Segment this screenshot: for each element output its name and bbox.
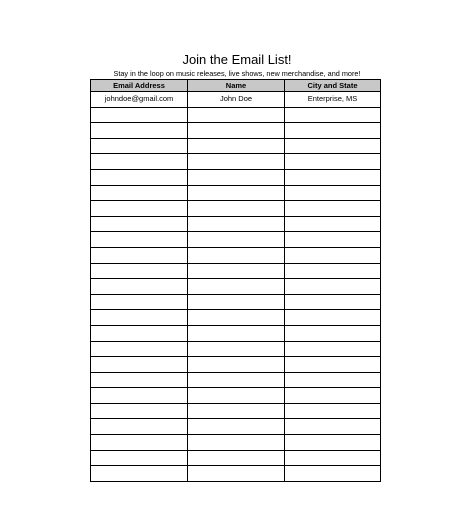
- email-cell: [91, 185, 188, 201]
- name-cell: [188, 357, 285, 373]
- city-state-cell: [285, 185, 381, 201]
- name-cell: [188, 232, 285, 248]
- email-cell: [91, 388, 188, 404]
- city-state-cell: [285, 263, 381, 279]
- name-cell: [188, 279, 285, 295]
- email-cell: [91, 435, 188, 451]
- city-state-cell: [285, 123, 381, 139]
- city-state-cell: [285, 201, 381, 217]
- name-cell: [188, 372, 285, 388]
- city-state-cell: [285, 279, 381, 295]
- name-cell: [188, 263, 285, 279]
- city-state-cell: [285, 450, 381, 466]
- email-cell: [91, 294, 188, 310]
- table-body: [91, 92, 381, 482]
- table-row: [91, 435, 381, 451]
- name-cell: [188, 201, 285, 217]
- email-cell: [91, 341, 188, 357]
- name-cell: [188, 247, 285, 263]
- city-state-cell: [285, 357, 381, 373]
- name-cell: [188, 185, 285, 201]
- table-row: [91, 325, 381, 341]
- name-cell: [188, 107, 285, 123]
- name-cell: [188, 325, 285, 341]
- email-cell: [91, 310, 188, 326]
- email-cell: [91, 263, 188, 279]
- email-cell: [91, 232, 188, 248]
- email-cell: [91, 419, 188, 435]
- city-state-cell: [285, 419, 381, 435]
- table-row: [91, 388, 381, 404]
- signup-table: [90, 79, 381, 482]
- table-row: [91, 92, 381, 108]
- city-state-cell: [285, 325, 381, 341]
- name-cell: [188, 294, 285, 310]
- city-state-cell: [285, 138, 381, 154]
- name-cell: [188, 435, 285, 451]
- email-cell: [91, 154, 188, 170]
- email-cell: [91, 466, 188, 482]
- email-cell: [91, 450, 188, 466]
- city-state-cell: [285, 388, 381, 404]
- table-row: [91, 169, 381, 185]
- city-state-cell: [285, 169, 381, 185]
- email-cell: [91, 216, 188, 232]
- table-row: [91, 201, 381, 217]
- header-email: Email Address: [91, 80, 188, 92]
- name-cell: [188, 310, 285, 326]
- table-row: [91, 247, 381, 263]
- table-row: [91, 419, 381, 435]
- email-cell: [91, 123, 188, 139]
- name-cell: [188, 419, 285, 435]
- city-state-cell: [285, 247, 381, 263]
- city-state-cell: [285, 466, 381, 482]
- table-row: [91, 123, 381, 139]
- email-cell: [91, 138, 188, 154]
- header-row: [91, 80, 381, 92]
- email-cell: [91, 107, 188, 123]
- table-row: [91, 279, 381, 295]
- city-state-cell: [285, 107, 381, 123]
- header-name: Name: [188, 80, 285, 92]
- email-cell: johndoe@gmail.com: [91, 92, 188, 108]
- email-cell: [91, 357, 188, 373]
- city-state-cell: [285, 294, 381, 310]
- name-cell: [188, 216, 285, 232]
- table-row: [91, 403, 381, 419]
- name-cell: [188, 466, 285, 482]
- name-cell: [188, 341, 285, 357]
- table-row: [91, 372, 381, 388]
- page-title: Join the Email List!: [182, 52, 292, 67]
- email-cell: [91, 247, 188, 263]
- city-state-cell: [285, 403, 381, 419]
- city-state-cell: [285, 341, 381, 357]
- city-state-cell: [285, 435, 381, 451]
- table-row: [91, 310, 381, 326]
- email-cell: [91, 279, 188, 295]
- header-city-state: City and State: [285, 80, 381, 92]
- name-cell: [188, 388, 285, 404]
- city-state-cell: [285, 232, 381, 248]
- table-row: [91, 185, 381, 201]
- city-state-cell: Enterprise, MS: [285, 92, 381, 108]
- table-row: [91, 294, 381, 310]
- email-cell: [91, 325, 188, 341]
- table-row: [91, 263, 381, 279]
- table-row: [91, 450, 381, 466]
- table-row: [91, 138, 381, 154]
- page-subtitle: Stay in the loop on music releases, live shows, new merchandise, and more!: [113, 69, 361, 78]
- table-row: [91, 232, 381, 248]
- city-state-cell: [285, 372, 381, 388]
- email-cell: [91, 201, 188, 217]
- table-row: [91, 216, 381, 232]
- email-cell: [91, 403, 188, 419]
- email-cell: [91, 169, 188, 185]
- name-cell: [188, 138, 285, 154]
- table-row: [91, 466, 381, 482]
- email-cell: [91, 372, 188, 388]
- city-state-cell: [285, 216, 381, 232]
- table-row: [91, 341, 381, 357]
- name-cell: [188, 450, 285, 466]
- city-state-cell: [285, 154, 381, 170]
- name-cell: [188, 169, 285, 185]
- city-state-cell: [285, 310, 381, 326]
- table-row: [91, 107, 381, 123]
- table-row: [91, 357, 381, 373]
- name-cell: [188, 123, 285, 139]
- name-cell: John Doe: [188, 92, 285, 108]
- table-row: [91, 154, 381, 170]
- name-cell: [188, 154, 285, 170]
- name-cell: [188, 403, 285, 419]
